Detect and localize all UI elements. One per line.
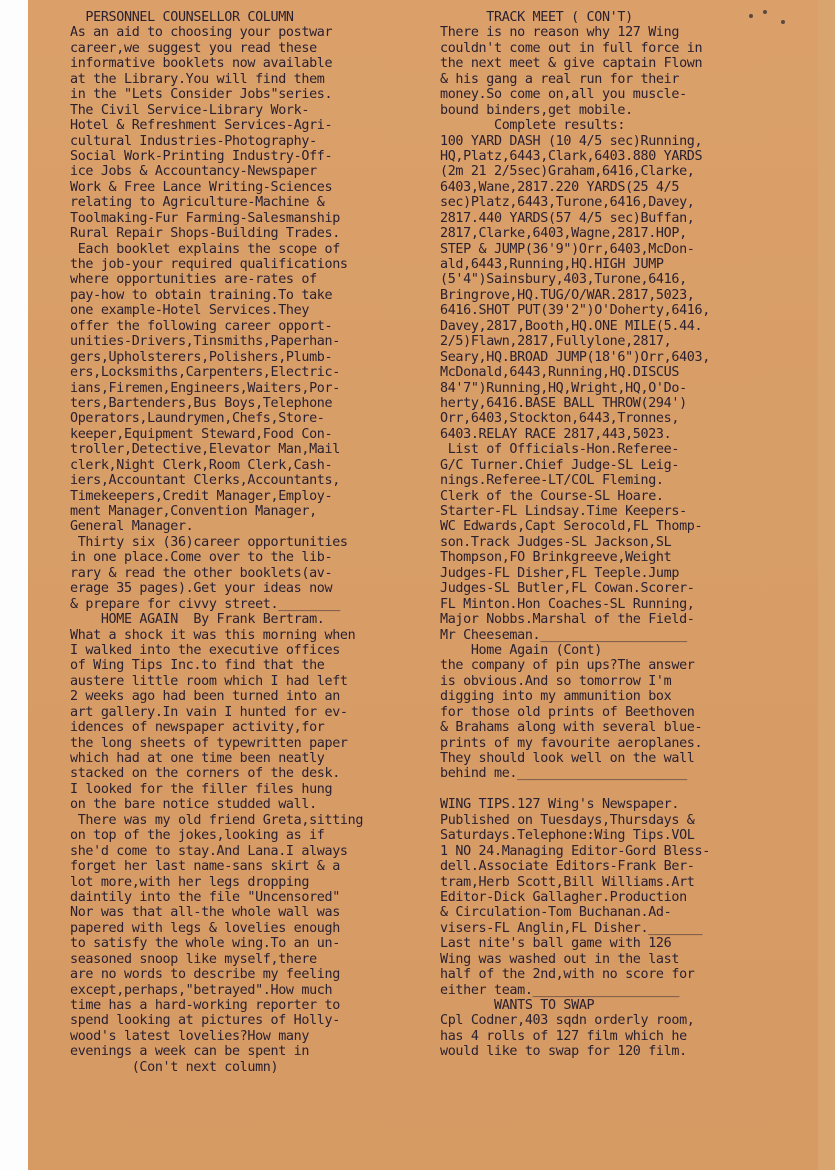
text-line: WANTS TO SWAP — [440, 998, 595, 1013]
text-line: Nor was that all-the whole wall was — [70, 905, 340, 921]
text-line: HOME AGAIN By Frank Bertram. — [70, 612, 325, 628]
text-line: cultural Industries-Photography- — [70, 133, 317, 149]
text-line: Published on Tuesdays,Thursdays & — [440, 812, 695, 828]
text-line: has 4 rolls of 127 film which he — [440, 1028, 687, 1044]
text-line: are no words to describe my feeling — [70, 967, 340, 983]
text-line: FL Minton.Hon Coaches-SL Running, — [440, 596, 695, 612]
text-line: on the bare notice studded wall. — [70, 797, 317, 813]
text-line: (5'4")Sainsbury,403,Turone,6416, — [440, 272, 687, 288]
text-line: Bringrove,HQ.TUG/O/WAR.2817,5023, — [440, 287, 695, 303]
text-line: 6403.RELAY RACE 2817,443,5023. — [440, 426, 672, 442]
text-line: Rural Repair Shops-Building Trades. — [70, 226, 340, 242]
text-line: Major Nobbs.Marshal of the Field- — [440, 612, 695, 628]
text-line: half of the 2nd,with no score for — [440, 967, 695, 983]
text-line: 84'7")Running,HQ,Wright,HQ,O'Do- — [440, 380, 687, 396]
text-line: 2817,Clarke,6403,Wagne,2817.HOP, — [440, 226, 687, 242]
text-line: TRACK MEET ( CON'T) — [440, 10, 633, 25]
text-line: Orr,6403,Stockton,6443,Tronnes, — [440, 411, 680, 427]
text-line: 1 NO 24.Managing Editor-Gord Bless- — [440, 843, 710, 859]
text-line: unities-Drivers,Tinsmiths,Paperhan- — [70, 334, 340, 350]
right-column — [440, 10, 820, 1060]
text-line: in one place.Come over to the lib- — [70, 550, 333, 566]
text-line: sec)Platz,6443,Turone,6416,Davey, — [440, 195, 695, 211]
text-line: ice Jobs & Accountancy-Newspaper — [70, 164, 317, 180]
text-line: ald,6443,Running,HQ.HIGH JUMP — [440, 257, 664, 272]
text-line: herty,6416.BASE BALL THROW(294') — [440, 395, 687, 411]
text-line: pay-how to obtain training.To take — [70, 287, 333, 303]
text-line: on top of the jokes,looking as if — [70, 828, 325, 844]
text-line: evenings a week can be spent in — [70, 1044, 310, 1060]
text-line: couldn't come out in full force in — [440, 40, 703, 56]
text-line: Judges-SL Butler,FL Cowan.Scorer- — [440, 581, 695, 597]
text-line: rary & read the other booklets(av- — [70, 565, 333, 581]
text-line: iers,Accountant Clerks,Accountants, — [70, 473, 340, 489]
text-line: which had at one time been neatly — [70, 751, 325, 766]
text-line: nings.Referee-LT/COL Fleming. — [440, 473, 664, 489]
text-line: (Con't next column) — [70, 1059, 279, 1075]
text-line: (2m 21 2/5sec)Graham,6416,Clarke, — [440, 164, 695, 180]
text-line: except,perhaps,"betrayed".How much — [70, 982, 333, 998]
text-line: informative booklets now available — [70, 56, 333, 72]
text-line: one example-Hotel Services.They — [70, 303, 310, 319]
text-line: at the Library.You will find them — [70, 71, 325, 87]
text-line: What a shock it was this morning when — [70, 627, 356, 643]
text-line: Each booklet explains the scope of — [70, 241, 340, 257]
text-line: Thirty six (36)career opportunities — [70, 534, 348, 550]
text-line: & Brahams along with several blue- — [440, 720, 703, 736]
text-line: As an aid to choosing your postwar — [70, 25, 333, 41]
text-line: Toolmaking-Fur Farming-Salesmanship — [70, 210, 340, 226]
text-line: ment Manager,Convention Manager, — [70, 504, 317, 519]
text-line: dell.Associate Editors-Frank Ber- — [440, 859, 695, 875]
text-line: either team.___________________ — [440, 982, 680, 998]
text-line: austere little room which I had left — [70, 673, 348, 689]
text-line: time has a hard-working reporter to — [70, 998, 340, 1013]
text-line: 100 YARD DASH (10 4/5 sec)Running, — [440, 133, 703, 149]
text-line: Saturdays.Telephone:Wing Tips.VOL — [440, 828, 695, 844]
text-line: where opportunities are-rates of — [70, 272, 317, 288]
text-line: They should look well on the wall — [440, 751, 695, 766]
text-line: troller,Detective,Elevator Man,Mail — [70, 442, 340, 458]
text-line: There was my old friend Greta,sitting — [70, 812, 364, 828]
text-line: & his gang a real run for their — [440, 71, 680, 87]
text-line: Wing was washed out in the last — [440, 951, 680, 967]
text-line: G/C Turner.Chief Judge-SL Leig- — [440, 457, 680, 473]
text-line: Work & Free Lance Writing-Sciences — [70, 179, 333, 195]
text-line: money.So come on,all you muscle- — [440, 87, 687, 103]
text-line: the company of pin ups?The answer — [440, 658, 695, 674]
text-line: There is no reason why 127 Wing — [440, 25, 680, 41]
text-line: wood's latest lovelies?How many — [70, 1028, 310, 1044]
text-line: tram,Herb Scott,Bill Williams.Art — [440, 874, 695, 890]
text-line: the long sheets of typewritten paper — [70, 735, 348, 751]
text-line: the job-your required qualifications — [70, 257, 348, 272]
left-column — [70, 10, 440, 1075]
text-line: ers,Locksmiths,Carpenters,Electric- — [70, 365, 340, 381]
text-line: 2817.440 YARDS(57 4/5 sec)Buffan, — [440, 210, 695, 226]
text-line: Complete results: — [440, 118, 626, 134]
text-line: 2/5)Flawn,2817,Fullylone,2817, — [440, 334, 672, 350]
text-line: idences of newspaper activity,for — [70, 720, 325, 736]
text-line: Operators,Laundrymen,Chefs,Store- — [70, 411, 325, 427]
text-line: & Circulation-Tom Buchanan.Ad- — [440, 905, 672, 921]
text-line: Last nite's ball game with 126 — [440, 936, 672, 952]
text-line: Judges-FL Disher,FL Teeple.Jump — [440, 565, 680, 581]
text-line: for those old prints of Beethoven — [440, 704, 695, 720]
text-line: to satisfy the whole wing.To an un- — [70, 936, 340, 952]
text-line: Seary,HQ.BROAD JUMP(18'6")Orr,6403, — [440, 349, 710, 365]
text-line: Hotel & Refreshment Services-Agri- — [70, 118, 333, 134]
text-line: Thompson,FO Brinkgreeve,Weight — [440, 550, 672, 566]
text-line: HQ,Platz,6443,Clark,6403.880 YARDS — [440, 148, 703, 164]
text-line: Mr Cheeseman.___________________ — [440, 627, 687, 643]
text-line: seasoned snoop like myself,there — [70, 951, 317, 967]
text-line: art gallery.In vain I hunted for ev- — [70, 704, 348, 720]
text-line: bound binders,get mobile. — [440, 102, 633, 118]
text-line: of Wing Tips Inc.to find that the — [70, 658, 325, 674]
text-line: Cpl Codner,403 sqdn orderly room, — [440, 1013, 695, 1029]
text-line: forget her last name-sans skirt & a — [70, 859, 340, 875]
text-line: Timekeepers,Credit Manager,Employ- — [70, 488, 333, 504]
text-line: she'd come to stay.And Lana.I always — [70, 843, 348, 859]
text-line: WC Edwards,Capt Serocold,FL Thomp- — [440, 519, 703, 535]
text-line: is obvious.And so tomorrow I'm — [440, 673, 672, 689]
text-line: prints of my favourite aeroplanes. — [440, 735, 703, 751]
text-line: career,we suggest you read these — [70, 40, 317, 56]
text-line: stacked on the corners of the desk. — [70, 766, 340, 782]
text-line: behind me.______________________ — [440, 766, 687, 782]
text-line: digging into my ammunition box — [440, 689, 672, 705]
text-line: papered with legs & lovelies enough — [70, 920, 340, 936]
text-line: offer the following career opport- — [70, 318, 333, 334]
text-line: son.Track Judges-SL Jackson,SL — [440, 534, 672, 550]
page-margin — [0, 0, 28, 1170]
text-line: WING TIPS.127 Wing's Newspaper. — [440, 797, 680, 813]
text-line: the next meet & give captain Flown — [440, 56, 703, 72]
text-line: ters,Bartenders,Bus Boys,Telephone — [70, 395, 333, 411]
text-line: keeper,Equipment Steward,Food Con- — [70, 426, 333, 442]
text-line: Editor-Dick Gallagher.Production — [440, 889, 687, 905]
text-line: daintily into the file "Uncensored" — [70, 889, 340, 905]
text-line: McDonald,6443,Running,HQ.DISCUS — [440, 365, 680, 381]
text-line: List of Officials-Hon.Referee- — [440, 442, 680, 458]
text-line: in the "Lets Consider Jobs"series. — [70, 87, 333, 103]
text-line: Social Work-Printing Industry-Off- — [70, 148, 333, 164]
text-line: spend looking at pictures of Holly- — [70, 1013, 340, 1029]
text-line: gers,Upholsterers,Polishers,Plumb- — [70, 349, 333, 365]
text-line: I looked for the filler files hung — [70, 781, 333, 797]
text-line — [440, 782, 820, 797]
text-line: Home Again (Cont) — [440, 642, 602, 658]
text-line: The Civil Service-Library Work- — [70, 102, 310, 118]
text-line: 2 weeks ago had been turned into an — [70, 689, 340, 705]
text-line: Starter-FL Lindsay.Time Keepers- — [440, 504, 687, 519]
text-line: clerk,Night Clerk,Room Clerk,Cash- — [70, 457, 333, 473]
text-line: General Manager. — [70, 519, 194, 535]
text-line: Clerk of the Course-SL Hoare. — [440, 488, 664, 504]
text-line: lot more,with her legs dropping — [70, 874, 310, 890]
text-line: 6403,Wane,2817.220 YARDS(25 4/5 — [440, 179, 680, 195]
text-line: erage 35 pages).Get your ideas now — [70, 581, 333, 597]
text-line: visers-FL Anglin,FL Disher._______ — [440, 920, 703, 936]
text-line: PERSONNEL COUNSELLOR COLUMN — [70, 10, 294, 25]
text-line: & prepare for civvy street.________ — [70, 596, 340, 612]
text-line: 6416.SHOT PUT(39'2")O'Doherty,6416, — [440, 303, 710, 319]
text-line: would like to swap for 120 film. — [440, 1044, 687, 1060]
text-line: I walked into the executive offices — [70, 642, 340, 658]
text-line: Davey,2817,Booth,HQ.ONE MILE(5.44. — [440, 318, 703, 334]
text-line: STEP & JUMP(36'9")Orr,6403,McDon- — [440, 241, 695, 257]
text-line: ians,Firemen,Engineers,Waiters,Por- — [70, 380, 340, 396]
text-line: relating to Agriculture-Machine & — [70, 195, 325, 211]
